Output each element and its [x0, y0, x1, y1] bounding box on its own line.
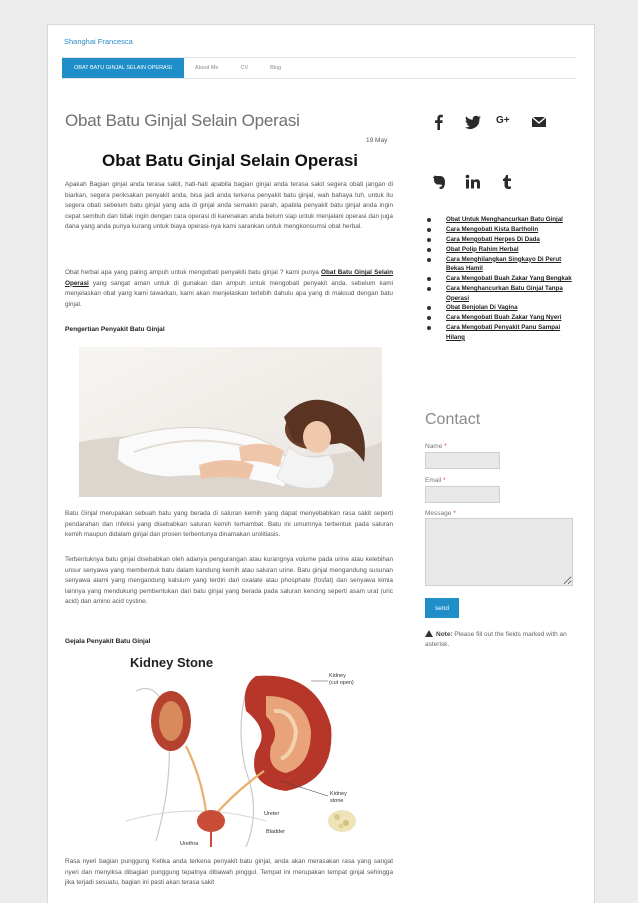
sidebar-link[interactable]: Cara Mengobati Penyakit Panu Sampai Hilang — [446, 324, 561, 341]
label-kidney: Kidney — [329, 673, 346, 679]
label-urethra: Urethra — [180, 841, 199, 847]
email-icon[interactable] — [530, 113, 548, 131]
site-brand[interactable]: Shanghai Francesca — [64, 37, 133, 46]
label-kidney-stone-1: Kidney — [330, 791, 347, 797]
paragraph-herbal — [65, 268, 393, 310]
list-item — [424, 225, 574, 235]
contact-title: Contact — [425, 411, 481, 428]
twitter-icon[interactable] — [464, 113, 482, 131]
sidebar-link[interactable]: Cara Mengobati Kista Bartholin — [446, 225, 539, 233]
subheading-gejala: Gejala Penyakit Batu Ginjal — [65, 638, 151, 645]
sidebar-link[interactable]: Cara Mengobati Buah Zakar Yang Bengkak — [446, 275, 572, 283]
note-label: Note: — [436, 631, 453, 638]
email-field[interactable] — [425, 486, 500, 503]
list-item — [424, 323, 574, 342]
article-heading: Obat Batu Ginjal Selain Operasi — [101, 151, 358, 170]
subheading-pengertian: Pengertian Penyakit Batu Ginjal — [65, 326, 165, 333]
send-button[interactable]: send — [425, 598, 459, 618]
page-container — [47, 24, 595, 903]
list-item — [424, 303, 574, 313]
paragraph-herbal-text: Obat herbal apa yang paling ampuh untuk mengobati penyakiti batu ginjal ? kami punya — [65, 269, 322, 276]
paragraph-intro: Apakah Bagian ginjal anda terasa sakit, hati-hati apabila bagian ginjal anda terasa sakit segera obati jangan di biarkan, segera periksakan penyakit anda, bisa jadi anda terkena penyakit batu ginjal, wah bahaya tuh, untuk itu segera obati sebelum batu ginjal yang ada di ginjal anda semakin parah, apabila penyakit batu ginjal anda ingin cepat sembuh dan tidak ingin dengan cara operasi di karenakan anda belum siap untuk menjalani operasi dan juga dana yang anda punya kurang untuk biaya operasi-nya kami sarankan untuk mengkonsumsi obat herbal. — [65, 181, 393, 231]
sidebar-link[interactable]: Cara Menghilangkan Singkayo Di Perut Bekas Hamil — [446, 255, 562, 273]
sidebar-links — [424, 215, 574, 343]
name-label — [425, 443, 447, 450]
main-nav — [62, 57, 576, 79]
nav-item-about[interactable]: About Me — [194, 65, 219, 71]
evernote-icon[interactable] — [430, 173, 448, 191]
sidebar-link[interactable]: Cara Mengobati Herpes Di Dada — [446, 235, 540, 243]
label-kidney-stone-2: stone — [330, 798, 344, 804]
email-label — [425, 477, 446, 484]
paragraph-definition: Batu Ginjal merupakan sebuah batu yang berada di saluran kemih yang dapat menyebabkan rasa sakit seperti pendarahan dan infeksi yang disebabkan saluran kemih terhambat. Batu ini umumnya terbentuk pada saluran kemih maupun didalam ginjal dan prosen terbentunya dinamakan urolitiasis. — [65, 510, 393, 539]
warning-icon — [425, 630, 433, 637]
google-plus-icon[interactable]: G+ — [496, 115, 510, 126]
product-link[interactable]: Obat Batu Ginjal Selain Operasi — [65, 269, 393, 287]
note-text: Please fill out the fields marked with an asterisk. — [425, 631, 567, 648]
form-note — [425, 630, 575, 650]
list-item — [424, 215, 574, 225]
nav-item-cv[interactable]: CV — [240, 65, 249, 71]
required-mark: * — [453, 510, 456, 517]
sidebar-link[interactable]: Obat Polip Rahim Herbal — [446, 245, 519, 253]
list-item — [424, 245, 574, 255]
sidebar-link[interactable]: Obat Benjolan Di Vagina — [446, 304, 518, 312]
linkedin-icon[interactable] — [464, 173, 482, 191]
list-item — [424, 313, 574, 323]
facebook-icon[interactable] — [430, 113, 448, 131]
paragraph-herbal-text-end: yang sangat aman untuk di gunakan dan ampuh untuk mengobati penyakit anda. sebelum kami menjelaskan obat yang kami tawarkan, kami akan menjelaskan terlebih dahulu apa yang di maksud dengan batu ginjal. — [65, 279, 393, 308]
diagram-title: Kidney Stone — [130, 655, 214, 670]
sidebar-link[interactable]: Cara Menghancurkan Batu Ginjal Tanpa Operasi — [446, 284, 563, 302]
list-item — [424, 255, 574, 274]
email-label-text: Email — [425, 477, 442, 484]
sidebar-link[interactable]: Cara Mengobati Buah Zakar Yang Nyeri — [446, 314, 562, 322]
list-item — [424, 235, 574, 245]
sidebar-link[interactable]: Obat Untuk Menghancurkan Batu Ginjal — [446, 216, 563, 223]
paragraph-formation: Terbentuknya batu ginjal disebabkan oleh adanya pengurangan atau kurangnya volume pada urine atau kelebihan unsur senyawa yang membentuk batu dalam kandung kemih atau saluran urine. Batu ginjal mengandung susunan senyawa alami yang mengandung kalsium yang terdiri dari oxalate atau phosphate (fosfat) dan senyawa kimia lainnya yang mendukung pembentukan dari batu ginjal yang berada pada saluran kencing seperti asam urat (uric acid) dan amino acid cystine. — [65, 556, 393, 606]
label-bladder: Bladder — [266, 829, 285, 835]
woman-pain-photo — [79, 347, 382, 497]
post-date: 19 May — [366, 137, 388, 144]
list-item — [424, 274, 574, 284]
post-title: Obat Batu Ginjal Selain Operasi — [65, 111, 300, 130]
message-label — [425, 510, 456, 517]
message-label-text: Message — [425, 510, 452, 517]
name-label-text: Name — [425, 443, 443, 450]
paragraph-symptoms: Rasa nyeri bagian punggung Ketika anda terkena penyakit batu ginjal, anda akan merasakan rasa yang sangat nyeri dan menyiksa dibagian punggung tepatnya dibawah pinggul. Tempat ini merupakan tempat ginjal sehingga jika terjadi sesuatu, bagian ini pasti akan terasa sakit — [65, 858, 393, 887]
list-item — [424, 284, 574, 303]
name-field[interactable] — [425, 452, 500, 469]
kidney-stone-diagram — [96, 651, 372, 847]
label-ureter: Ureter — [264, 811, 280, 817]
required-mark: * — [444, 443, 447, 450]
required-mark: * — [443, 477, 446, 484]
nav-item-obat[interactable]: OBAT BATU GINJAL SELAIN OPERASI — [62, 58, 184, 78]
nav-item-blog[interactable]: Blog — [270, 65, 282, 71]
tumblr-icon[interactable] — [498, 173, 516, 191]
message-field[interactable] — [425, 518, 573, 586]
label-cut-open: (cut open) — [329, 680, 354, 686]
